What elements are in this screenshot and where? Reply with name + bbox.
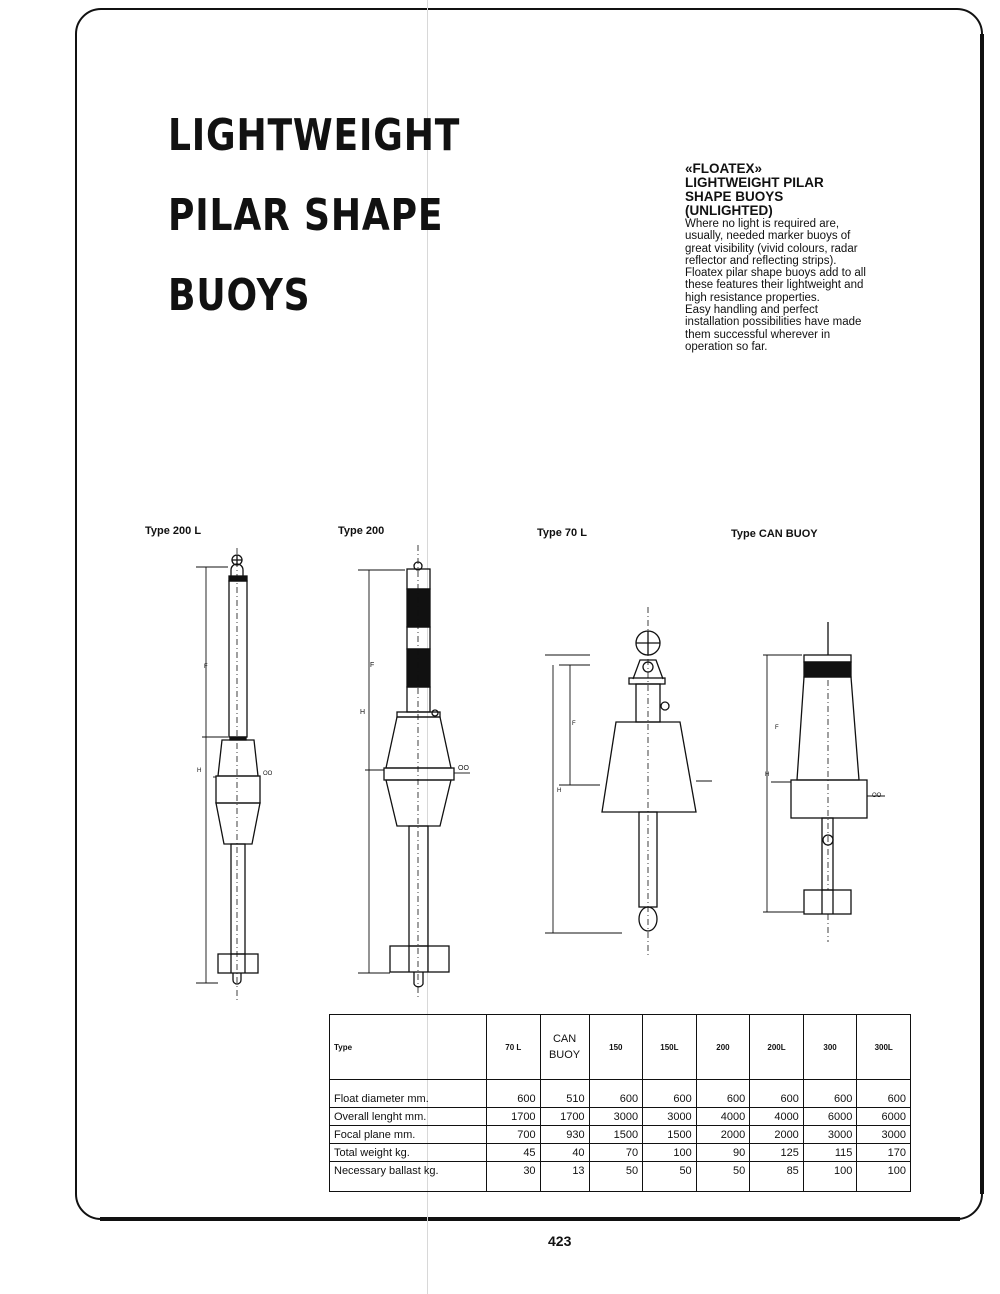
table-cell: 600 <box>696 1080 750 1108</box>
table-cell: 4000 <box>696 1108 750 1126</box>
table-cell: 6000 <box>857 1108 911 1126</box>
dimension-label-h-200l: H <box>197 768 202 774</box>
table-cell: 6000 <box>803 1108 857 1126</box>
table-cell: 3000 <box>589 1108 643 1126</box>
dimension-label-oo-200: OO <box>458 765 469 772</box>
table-header-cell: 200 <box>696 1015 750 1080</box>
table-header-cell: 150 <box>589 1015 643 1080</box>
dimension-label-f-70l: F <box>572 721 576 727</box>
title-line-3: BUOYS <box>168 270 311 321</box>
table-cell: 13 <box>540 1162 589 1192</box>
table-cell: 50 <box>696 1162 750 1192</box>
table-cell: 100 <box>857 1162 911 1192</box>
intro-heading-line-1: «FLOATEX» <box>685 161 763 176</box>
drawing-type-can-buoy <box>763 622 885 942</box>
table-cell: 600 <box>643 1080 697 1108</box>
intro-heading-line-2: LIGHTWEIGHT PILAR <box>685 175 824 190</box>
intro-heading-line-4: (UNLIGHTED) <box>685 203 773 218</box>
table-cell: 600 <box>750 1080 804 1108</box>
dimension-label-oo-can-buoy: OO <box>872 793 882 799</box>
table-header-row <box>330 1015 911 1080</box>
table-cell: 930 <box>540 1126 589 1144</box>
table-cell: 40 <box>540 1144 589 1162</box>
table-cell: 1500 <box>643 1126 697 1144</box>
dimension-label-f-200: F <box>370 662 375 669</box>
table-cell: 70 <box>589 1144 643 1162</box>
dimension-label-h-can-buoy: H <box>765 772 770 778</box>
dimension-label-f-can-buoy: F <box>775 725 779 731</box>
table-row <box>330 1144 911 1162</box>
table-cell: 45 <box>487 1144 541 1162</box>
dimension-label-oo-200l: OO <box>263 771 273 777</box>
table-header-cell: 300 <box>803 1015 857 1080</box>
table-row-label: Float diameter mm. <box>330 1080 487 1108</box>
table-cell: 3000 <box>803 1126 857 1144</box>
table-cell: 510 <box>540 1080 589 1108</box>
table-cell: 170 <box>857 1144 911 1162</box>
table-header-cell: CAN BUOY <box>540 1015 589 1080</box>
table-cell: 600 <box>803 1080 857 1108</box>
table-row-label: Necessary ballast kg. <box>330 1162 487 1192</box>
table-row <box>330 1162 911 1192</box>
type-label-200l: Type 200 L <box>145 525 202 537</box>
table-cell: 700 <box>487 1126 541 1144</box>
title-line-1: LIGHTWEIGHT <box>168 110 461 161</box>
table-cell: 85 <box>750 1162 804 1192</box>
type-label-can-buoy: Type CAN BUOY <box>731 528 818 540</box>
table-cell: 125 <box>750 1144 804 1162</box>
table-cell: 100 <box>803 1162 857 1192</box>
intro-heading-line-3: SHAPE BUOYS <box>685 189 784 204</box>
table-row <box>330 1126 911 1144</box>
table-cell: 600 <box>487 1080 541 1108</box>
page-number: 423 <box>548 1233 572 1249</box>
table-row-label: Focal plane mm. <box>330 1126 487 1144</box>
drawing-type-200l <box>196 548 260 1002</box>
type-label-70l: Type 70 L <box>537 527 587 539</box>
table-cell: 90 <box>696 1144 750 1162</box>
dimension-label-h-200: H <box>360 709 366 716</box>
table-cell: 50 <box>643 1162 697 1192</box>
table-row-label: Total weight kg. <box>330 1144 487 1162</box>
intro-paragraph-1: Where no light is required are, usually, needed marker buoys of great visibility (vivid colours, radar reflector and reflecting strips). <box>685 218 858 267</box>
table-cell: 3000 <box>643 1108 697 1126</box>
table-row-label: Overall lenght mm. <box>330 1108 487 1126</box>
title-line-2: PILAR SHAPE <box>168 190 444 241</box>
table-cell: 2000 <box>696 1126 750 1144</box>
table-row <box>330 1080 911 1108</box>
dimension-label-f-200l: F <box>204 664 208 670</box>
drawing-type-70l <box>545 607 712 955</box>
table-cell: 115 <box>803 1144 857 1162</box>
type-label-200: Type 200 <box>338 525 385 537</box>
table-cell: 1700 <box>540 1108 589 1126</box>
table-cell: 600 <box>589 1080 643 1108</box>
table-row <box>330 1108 911 1126</box>
table-header-cell: 300L <box>857 1015 911 1080</box>
dimension-label-h-70l: H <box>557 788 562 794</box>
table-cell: 100 <box>643 1144 697 1162</box>
table-cell: 3000 <box>857 1126 911 1144</box>
table-cell: 2000 <box>750 1126 804 1144</box>
table-cell: 600 <box>857 1080 911 1108</box>
table-cell: 30 <box>487 1162 541 1192</box>
table-cell: 1500 <box>589 1126 643 1144</box>
specifications-table <box>329 1014 911 1192</box>
table-cell: 50 <box>589 1162 643 1192</box>
table-header-cell: 70 L <box>487 1015 541 1080</box>
table-header-cell: Type <box>330 1015 487 1080</box>
table-header-cell: 200L <box>750 1015 804 1080</box>
intro-paragraph-2: Floatex pilar shape buoys add to all these features their lightweight and high resistance properties. <box>685 267 866 304</box>
drawing-type-200 <box>358 545 470 1000</box>
table-header-cell: 150L <box>643 1015 697 1080</box>
table-cell: 1700 <box>487 1108 541 1126</box>
table-cell: 4000 <box>750 1108 804 1126</box>
intro-paragraph-3: Easy handling and perfect installation possibilities have made them successful wherever in operation so far. <box>685 304 862 353</box>
